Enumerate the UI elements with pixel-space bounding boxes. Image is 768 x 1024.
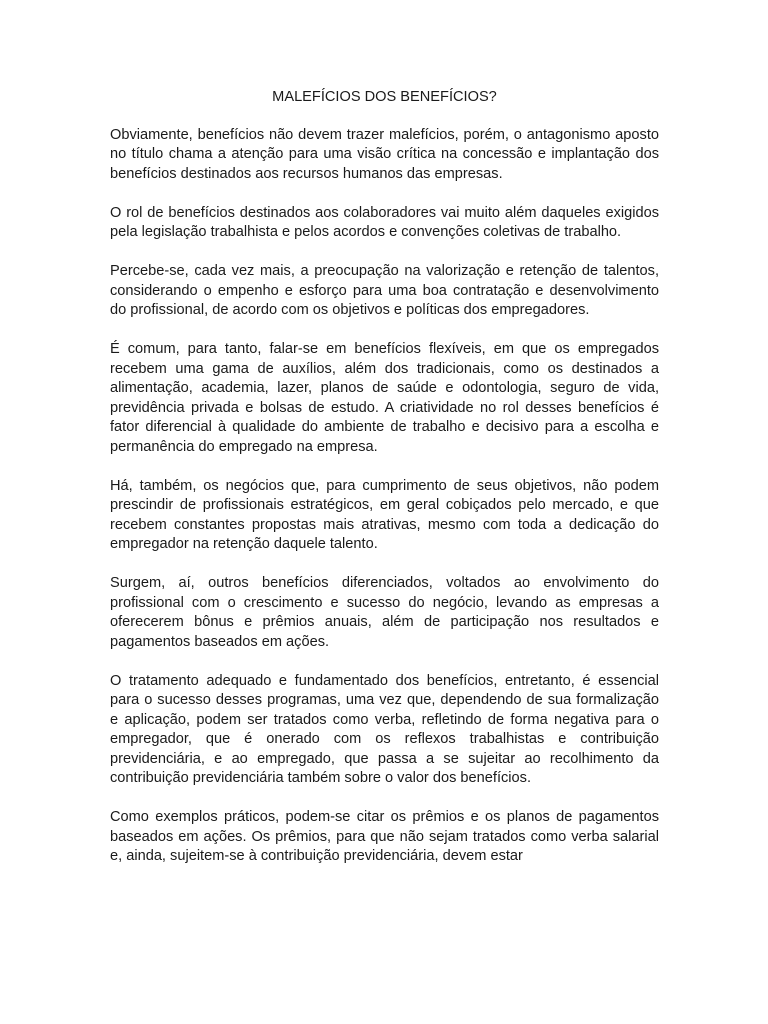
document-title: MALEFÍCIOS DOS BENEFÍCIOS?: [272, 89, 497, 105]
paragraph-2: O rol de benefícios destinados aos colaboradores vai muito além daqueles exigidos pela legislação trabalhista e pelos acordos e convenções coletivas de trabalho.: [110, 204, 659, 240]
paragraph-3: Percebe-se, cada vez mais, a preocupação na valorização e retenção de talentos, considerando o empenho e esforço para uma boa contratação e desenvolvimento do profissional, de acordo com os objetivos e políticas dos empregadores.: [110, 263, 659, 318]
paragraph-4: É comum, para tanto, falar-se em benefícios flexíveis, em que os empregados recebem uma gama de auxílios, além dos tradicionais, como os destinados a alimentação, academia, lazer, planos de saúde e odontologia, seguro de vida, previdência privada e bolsas de estudo. A criatividade no rol desses benefícios é fator diferencial à qualidade do ambiente de trabalho e decisivo para a escolha e permanência do empregado na empresa.: [110, 341, 659, 455]
paragraph-1: Obviamente, benefícios não devem trazer malefícios, porém, o antagonismo aposto no título chama a atenção para uma visão crítica na concessão e implantação dos benefícios destinados aos recursos humanos das empresas.: [110, 126, 659, 182]
paragraph-7: O tratamento adequado e fundamentado dos benefícios, entretanto, é essencial para o sucesso desses programas, uma vez que, dependendo de sua formalização e aplicação, podem ser tratados como verba, refletindo de forma negativa para o empregador, que é onerado com os reflexos trabalhistas e contribuição previdenciária, e ao empregado, que passa a se sujeitar ao recolhimento da contribuição previdenciária também sobre o valor dos benefícios.: [110, 672, 659, 786]
document-page: [110, 88, 659, 886]
paragraph-6: Surgem, aí, outros benefícios diferenciados, voltados ao envolvimento do profissional com o crescimento e sucesso do negócio, levando as empresas a oferecerem bônus e prêmios anuais, além de participação nos resultados e pagamentos baseados em ações.: [110, 575, 659, 650]
paragraph-5: Há, também, os negócios que, para cumprimento de seus objetivos, não podem prescindir de profissionais estratégicos, em geral cobiçados pelo mercado, e que recebem constantes propostas mais atrativas, mesmo com toda a dedicação do empregador na retenção daquele talento.: [110, 477, 659, 552]
paragraph-8: Como exemplos práticos, podem-se citar os prêmios e os planos de pagamentos baseados em ações. Os prêmios, para que não sejam tratados como verba salarial e, ainda, sujeitem-se à contribuição previdenciária, devem estar: [110, 809, 659, 864]
